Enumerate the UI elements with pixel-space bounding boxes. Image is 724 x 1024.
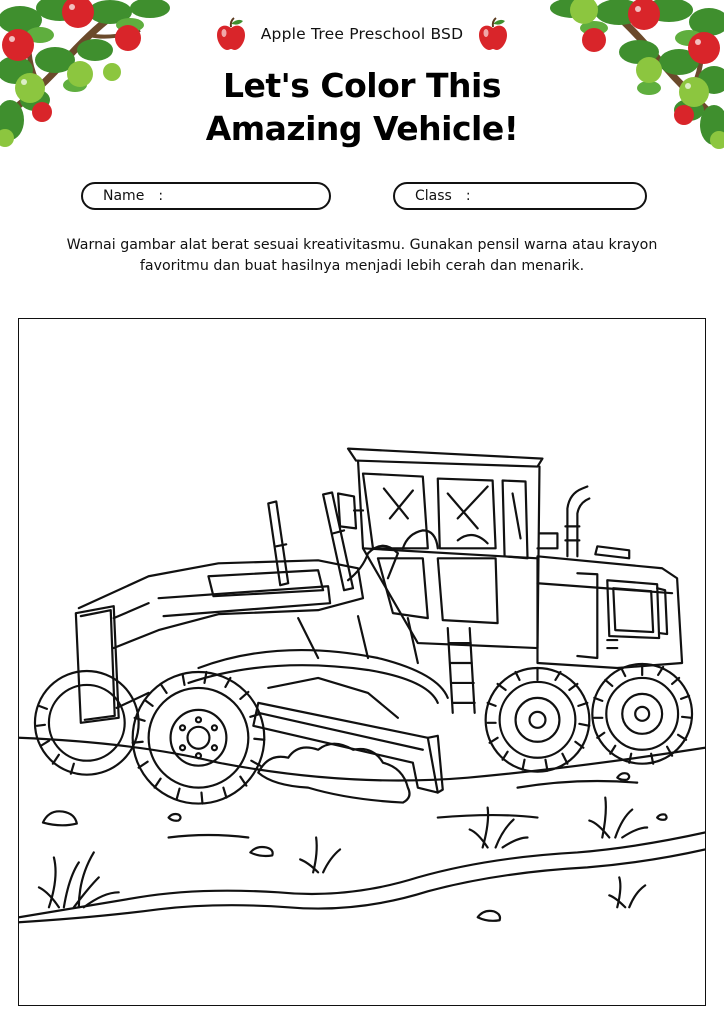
school-header (0, 16, 724, 52)
ladder (448, 628, 475, 713)
front-wheel (133, 672, 265, 804)
name-label: Name (103, 188, 145, 204)
class-field[interactable] (393, 182, 647, 210)
front-bumper (76, 603, 149, 723)
grass-tufts (39, 798, 647, 908)
class-label: Class (415, 188, 452, 204)
instructions-text: Warnai gambar alat berat sesuai kreativitasmu. Gunakan pensil warna atau krayon favoritmu dan buat hasilnya menjadi lebih cerah dan menarik. (66, 237, 658, 274)
school-name: Apple Tree Preschool BSD (260, 25, 464, 43)
moldboard-blade (253, 678, 442, 793)
apple-icon (477, 17, 509, 51)
class-colon: : (465, 188, 471, 204)
page-title (0, 64, 724, 150)
title-line-1: Let's Color This (222, 66, 501, 105)
engine-body (537, 487, 682, 668)
title-line-2: Amazing Vehicle! (205, 109, 519, 148)
rear-wheel-1 (486, 668, 590, 772)
name-colon: : (158, 188, 164, 204)
motor-grader-illustration (19, 319, 705, 1005)
coloring-frame (18, 318, 706, 1006)
name-field[interactable] (81, 182, 331, 210)
rear-wheel-2 (592, 664, 692, 764)
cab (338, 449, 542, 648)
apple-icon (215, 17, 247, 51)
